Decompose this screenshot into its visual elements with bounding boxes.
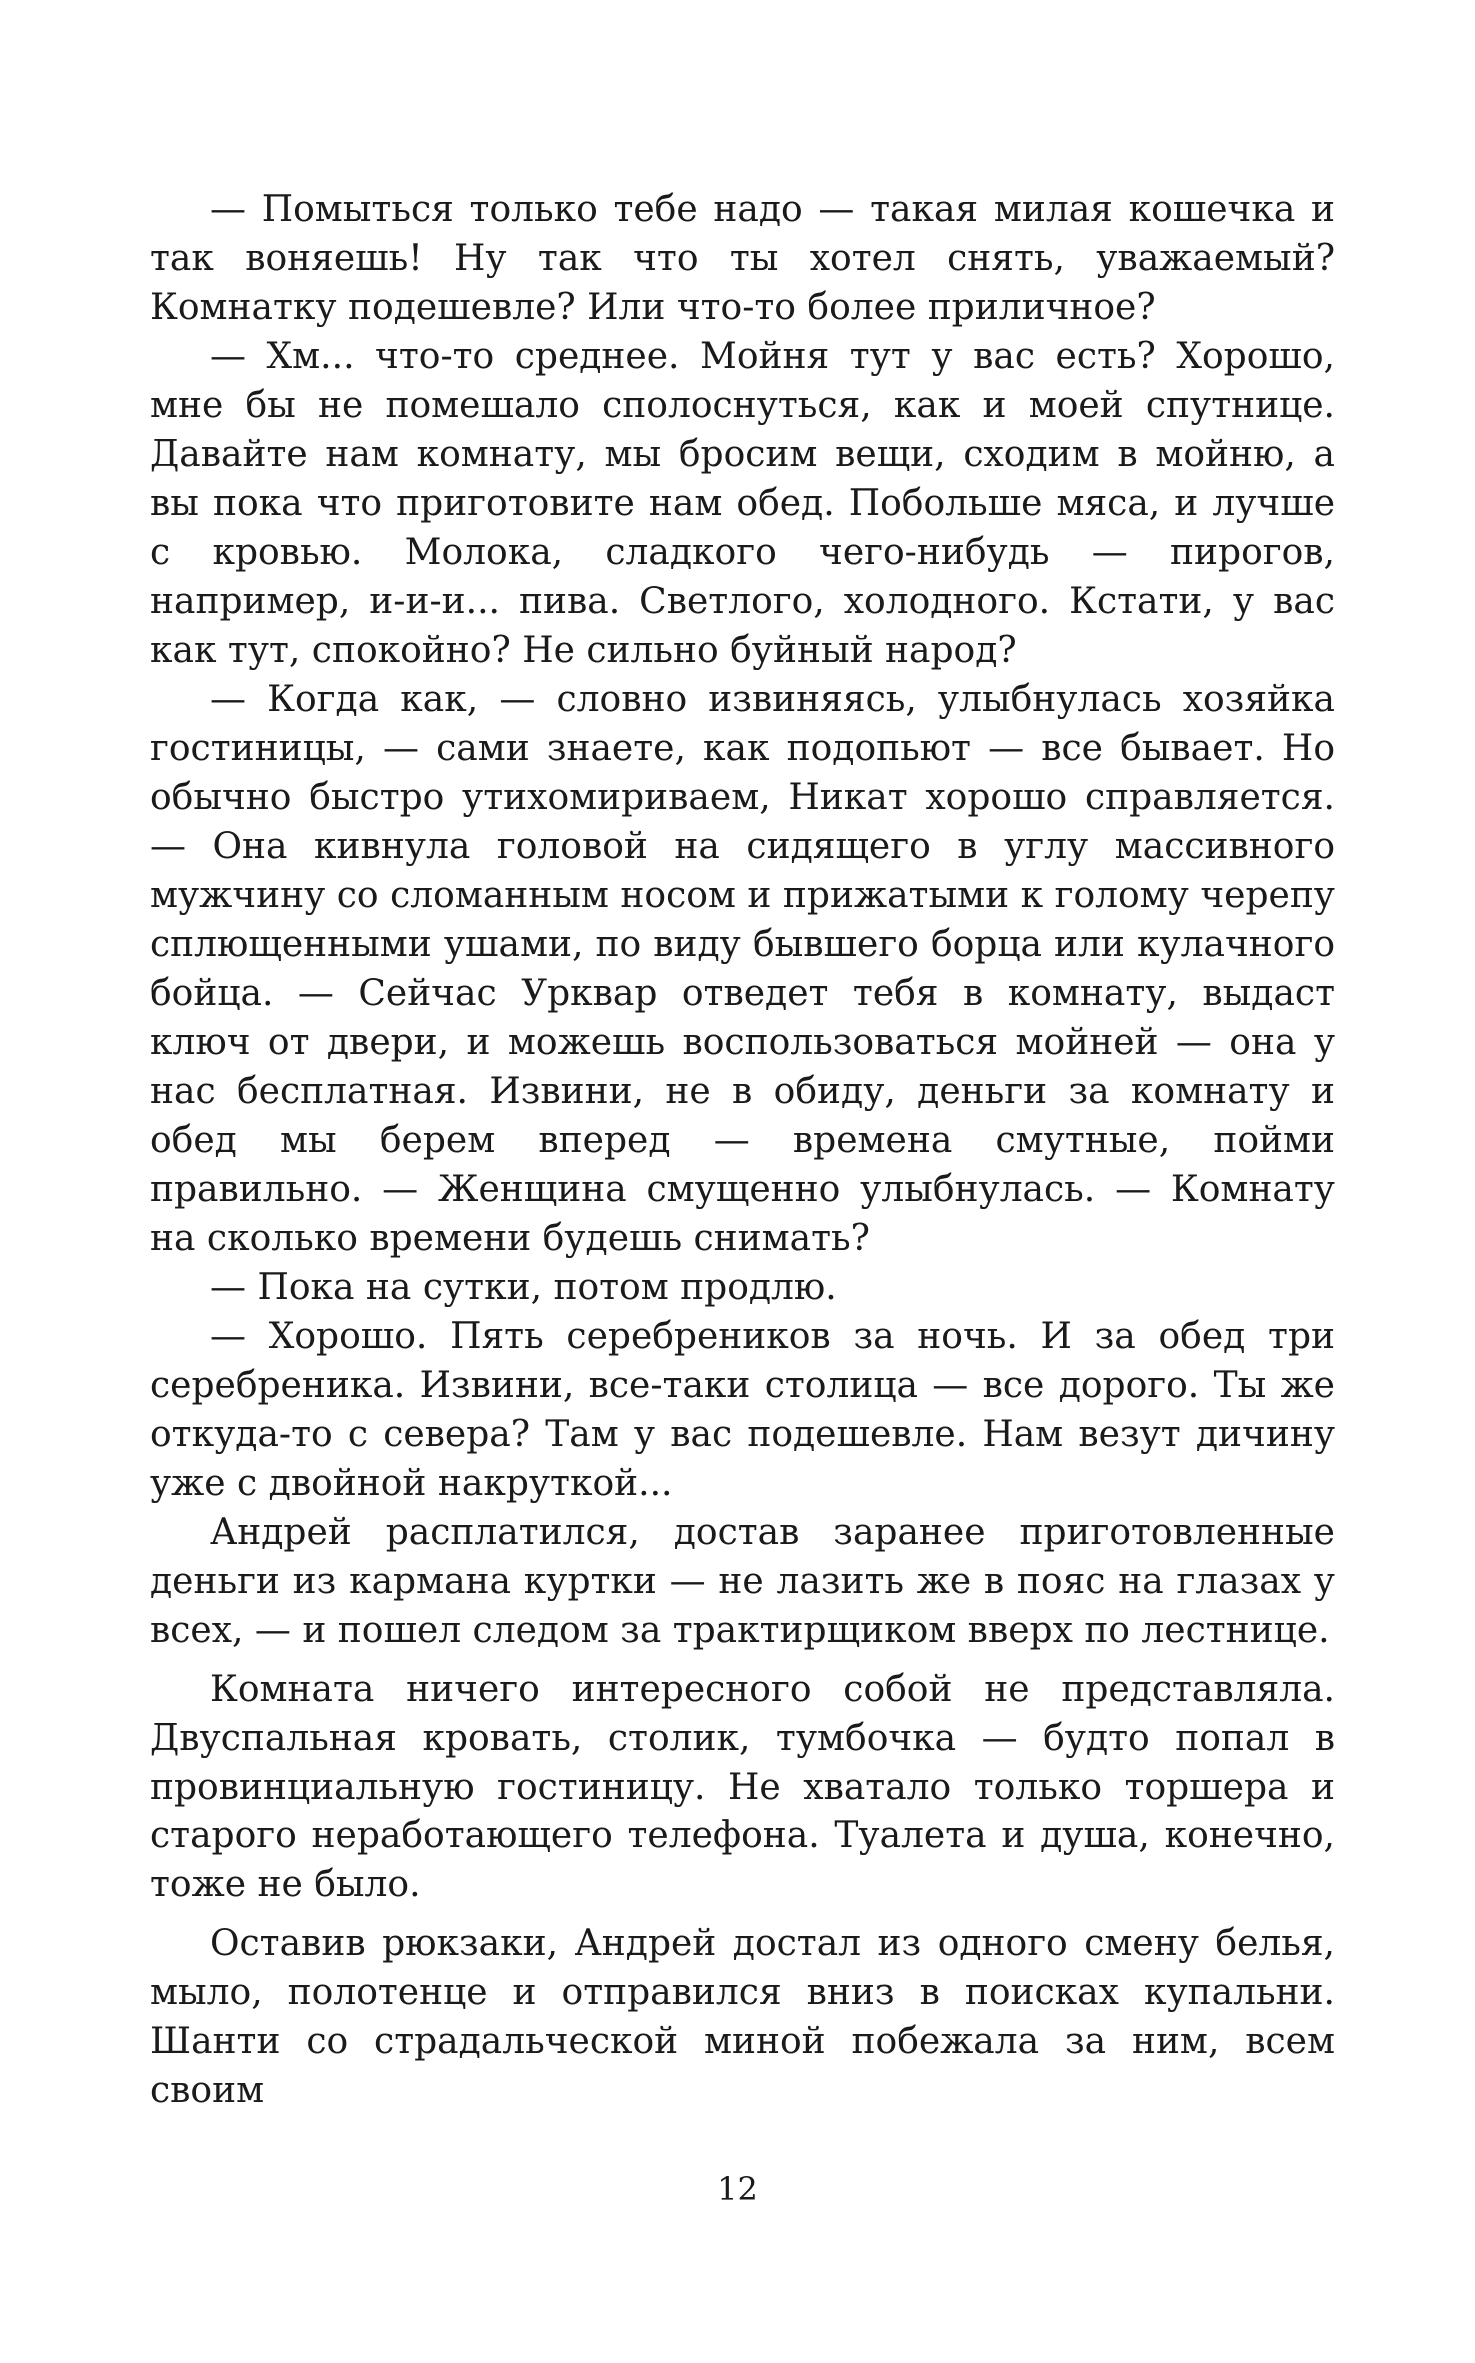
paragraph-4: — Пока на сутки, потом продлю. — [210, 1266, 837, 1308]
paragraph-5: — Хорошо. Пять серебреников за ночь. И за обед три серебреника. Извини, все-таки столица — все дорого. Ты же откуда-то с севера? Там у вас подешевле. Нам везут дичину уже с двойной накруткой... — [150, 1315, 1335, 1504]
page-body — [150, 186, 1335, 2116]
paragraph-7: Комната ничего интересного собой не представляла. Двуспальная кровать, столик, тумбочка — будто попал в провинциальную гостиницу. Не хватало только торшера и старого неработающего телефона. Туалета и душа, конечно, тоже не было. — [150, 1668, 1335, 1906]
paragraph-6: Андрей расплатился, достав заранее приготовленные деньги из кармана куртки — не лазить же в пояс на глазах у всех, — и пошел следом за трактирщиком вверх по лестнице. — [150, 1511, 1335, 1651]
paragraph-8: Оставив рюкзаки, Андрей достал из одного смену белья, мыло, полотенце и отправился вниз в поисках купальни. Шанти со страдальческой миной побежала за ним, всем своим — [150, 1923, 1335, 2112]
page-number: 12 — [717, 2170, 758, 2208]
paragraph-1: — Помыться только тебе надо — такая милая кошечка и так воняешь! Ну так что ты хотел снять, уважаемый? Комнатку подешевле? Или что-то более приличное? — [150, 189, 1335, 328]
paragraph-2: — Хм... что-то среднее. Мойня тут у вас есть? Хорошо, мне бы не помешало сполоснуться, как и моей спутнице. Давайте нам комнату, мы бросим вещи, сходим в мойню, а вы пока что приготовите нам обед. Побольше мяса, и лучше с кровью. Молока, сладкого чего-нибудь — пирогов, например, и-и-и... пива. Светлого, холодного. Кстати, у вас как тут, спокойно? Не сильно буйный народ? — [150, 335, 1335, 671]
paragraph-3: — Когда как, — словно извиняясь, улыбнулась хозяйка гостиницы, — сами знаете, как подопьют — все бывает. Но обычно быстро утихомириваем, Никат хорошо справляется. — Она кивнула головой на сидящего в углу массивного мужчину со сломанным носом и прижатыми к голому черепу сплющенными ушами, по виду бывшего борца или кулачного бойца. — Сейчас Урквар отведет тебя в комнату, выдаст ключ от двери, и можешь воспользоваться мойней — она у нас бесплатная. Извини, не в обиду, деньги за комнату и обед мы берем вперед — времена смутные, пойми правильно. — Женщина смущенно улыбнулась. — Комнату на сколько времени будешь снимать? — [150, 678, 1335, 1259]
